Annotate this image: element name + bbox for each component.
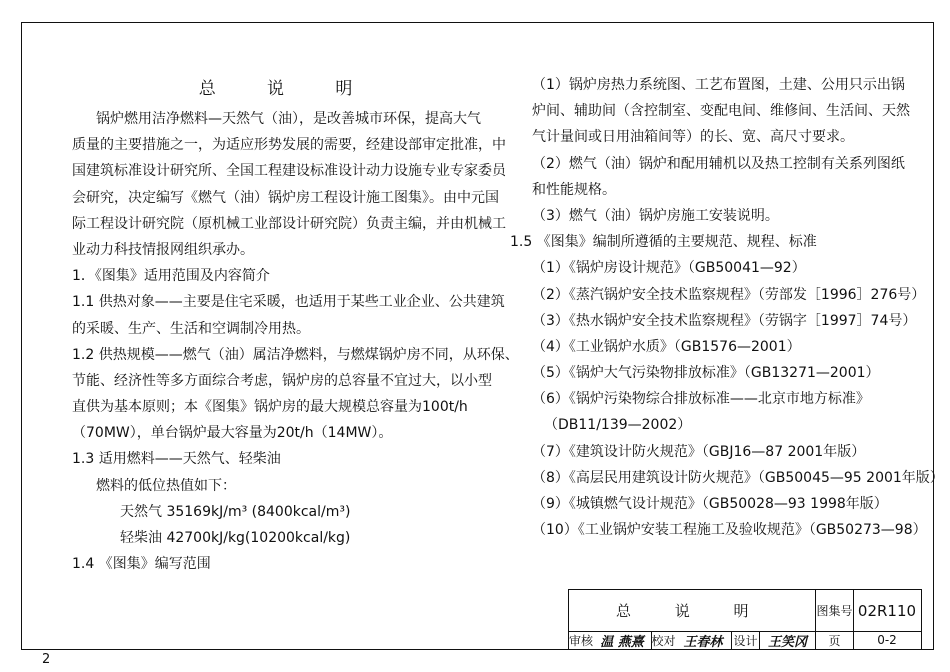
body-line: 1.2 供热规模——燃气（油）属洁净燃料，与燃煤锅炉房不同，从环保、 (72, 346, 519, 363)
review-label: 审核 (569, 633, 594, 648)
drawing-title: 总 说 明 (615, 602, 769, 620)
standard-item: （2）《蒸汽锅炉安全技术监察规程》（劳部发［1996］276号） (532, 286, 926, 303)
standard-item: （5）《锅炉大气污染物排放标准》（GB13271—2001） (532, 365, 880, 382)
body-line: （70MW），单台锅炉最大容量为20t/h（14MW）。 (72, 425, 393, 442)
standard-item: （3）《热水锅炉安全技术监察规程》（劳锅字［1997］74号） (532, 312, 917, 329)
standard-item: （1）《锅炉房设计规范》（GB50041—92） (532, 260, 806, 277)
body-line: 际工程设计研究院（原机械工业部设计研究院）负责主编，并由机械工 (72, 215, 506, 232)
atlas-label: 图集号 (815, 590, 853, 631)
section-heading: 1.5 《图集》编制所遵循的主要规范、规程、标准 (510, 234, 817, 251)
fuel-value-line: 天然气 35169kJ/m³ (8400kcal/m³) (120, 503, 351, 520)
body-line: 1.1 供热对象——主要是住宅采暖，也适用于某些工业企业、公共建筑 (72, 294, 505, 311)
body-line: 锅炉燃用洁净燃料—天然气（油），是改善城市环保，提高大气 (96, 111, 481, 127)
review-signature: 温 燕熹 (600, 634, 644, 650)
section-heading: 1.4 《图集》编写范围 (72, 556, 211, 573)
design-signature: 王笑冈 (759, 631, 815, 649)
body-line: 节能、经济性等多方面综合考虑，锅炉房的总容量不宜过大，以小型 (72, 372, 492, 389)
standard-item: （DB11/139—2002） (544, 417, 692, 434)
left-column (72, 72, 519, 577)
body-line: 燃料的低位热值如下： (96, 477, 236, 494)
check-label: 校对 (651, 631, 675, 649)
design-label: 设计 (731, 631, 759, 649)
fuel-value-line: 轻柴油 42700kJ/kg(10200kcal/kg) (120, 530, 351, 546)
title-block (568, 589, 922, 650)
page-title: 总 说 明 (198, 79, 376, 99)
body-line: 和性能规格。 (532, 181, 616, 198)
standard-item: （6）《锅炉污染物综合排放标准——北京市地方标准》 (532, 391, 870, 408)
body-line: 直供为基本原则；本《图集》锅炉房的最大规模总容量为100t/h (72, 399, 468, 416)
right-column (510, 72, 944, 543)
page-value: 0-2 (853, 631, 920, 649)
body-line: 气计量间或日用油箱间等）的长、宽、高尺寸要求。 (532, 129, 854, 146)
page-number: 2 (42, 652, 51, 667)
standard-item: （8）《高层民用建筑设计防火规范》（GB50045—95 2001年版） (532, 469, 944, 486)
body-line: 1.3 适用燃料——天然气、轻柴油 (72, 451, 281, 468)
body-line: （2）燃气（油）锅炉和配用辅机以及热工控制有关系列图纸 (532, 155, 905, 172)
title-block-bottom-row (569, 631, 921, 649)
body-line: 会研究，决定编写《燃气（油）锅炉房工程设计施工图集》。由中元国 (72, 189, 499, 206)
standard-item: （9）《城镇燃气设计规范》（GB50028—93 1998年版） (532, 496, 888, 512)
page-label: 页 (815, 631, 853, 649)
standard-item: （7）《建筑设计防火规范》（GBJ16—87 2001年版） (532, 443, 866, 460)
check-signature: 王春林 (683, 634, 723, 650)
section-heading: 1．《图集》适用范围及内容简介 (72, 268, 270, 285)
body-line: 质量的主要措施之一，为适应形势发展的需要，经建设部审定批准，中 (72, 137, 506, 154)
atlas-number: 02R110 (853, 590, 920, 631)
body-line: 炉间、辅助间（含控制室、变配电间、维修间、生活间、天然 (532, 103, 910, 120)
body-line: 业动力科技情报网组织承办。 (72, 241, 254, 258)
body-line: （3）燃气（油）锅炉房施工安装说明。 (532, 207, 779, 224)
standard-item: （10）《工业锅炉安装工程施工及验收规范》（GB50273—98） (532, 522, 927, 539)
body-line: 国建筑标准设计研究所、全国工程建设标准设计动力设施专业专家委员 (72, 163, 506, 180)
standard-item: （4）《工业锅炉水质》（GB1576—2001） (532, 338, 801, 355)
body-line: 的采暖、生产、生活和空调制冷用热。 (72, 320, 310, 337)
body-line: （1）锅炉房热力系统图、工艺布置图，土建、公用只示出锅 (532, 77, 905, 93)
title-block-top-row (569, 590, 921, 632)
